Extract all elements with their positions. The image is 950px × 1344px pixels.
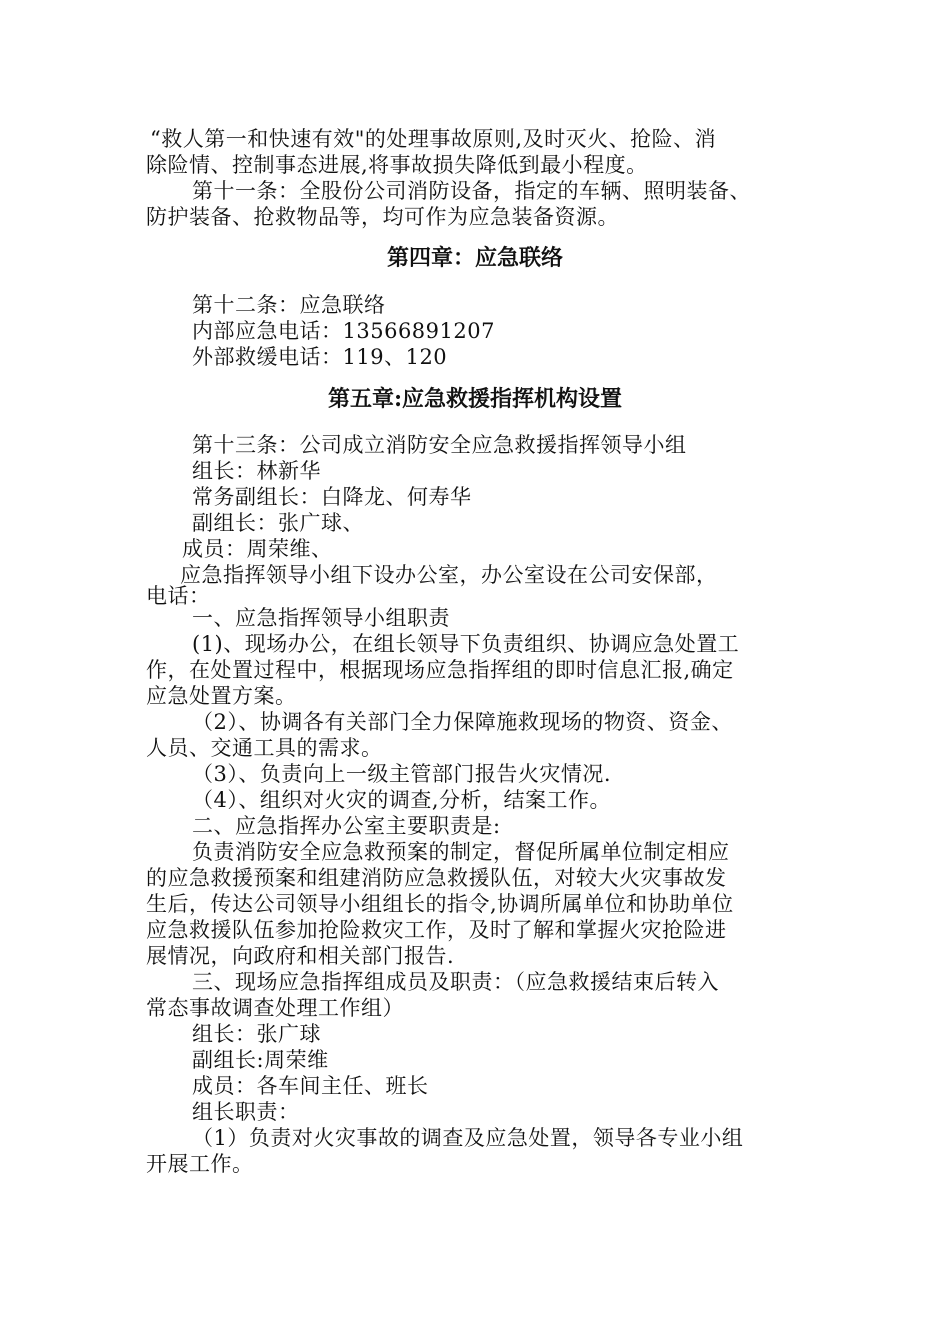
intro-line-1: “救人第一和快速有效"的处理事故原则,及时灭火、抢险、消 <box>150 127 717 151</box>
section-1-item-1-line-1: (1)、现场办公，在组长领导下负责组织、协调应急处置工 <box>192 632 740 656</box>
deputy-leader: 副组长：张广球、 <box>192 511 364 535</box>
section-2-line-1: 负责消防安全应急救预案的制定，督促所属单位制定相应 <box>192 840 730 864</box>
article-12-title: 第十二条：应急联络 <box>192 293 386 317</box>
section-1-item-2-line-1: （2）、协调各有关部门全力保障施救现场的物资、资金、 <box>192 710 733 734</box>
section-3-leader: 组长：张广球 <box>192 1022 321 1046</box>
article-11-line-2: 防护装备、抢救物品等，均可作为应急装备资源。 <box>146 205 619 229</box>
section-2-line-2: 的应急救援预案和组建消防应急救援队伍，对较大火灾事故发 <box>146 866 727 890</box>
chapter-5-heading: 第五章:应急救援指挥机构设置 <box>327 386 623 412</box>
section-1-item-1-line-2: 作，在处置过程中，根据现场应急指挥组的即时信息汇报,确定 <box>146 658 734 682</box>
section-1-item-2-line-2: 人员、交通工具的需求。 <box>146 736 383 760</box>
section-1-title: 一、应急指挥领导小组职责 <box>192 606 450 630</box>
intro-line-2: 除险情、控制事态进展,将事故损失降低到最小程度。 <box>146 153 648 177</box>
group-leader: 组长：林新华 <box>192 459 321 483</box>
section-1-item-4: （4）、组织对火灾的调查,分析，结案工作。 <box>192 788 612 812</box>
leader-duty-1-line-1: （1）负责对火灾事故的调查及应急处置，领导各专业小组 <box>192 1126 744 1150</box>
section-2-line-3: 生后，传达公司领导小组组长的指令,协调所属单位和协助单位 <box>146 892 734 916</box>
section-2-title: 二、应急指挥办公室主要职责是: <box>192 814 501 838</box>
section-3-deputy: 副组长:周荣维 <box>192 1048 329 1072</box>
section-3-title-line-2: 常态事故调查处理工作组） <box>146 996 404 1020</box>
executive-deputy-leader: 常务副组长：白降龙、何寿华 <box>192 485 472 509</box>
section-2-line-5: 展情况，向政府和相关部门报告. <box>146 944 455 968</box>
internal-emergency-phone: 内部应急电话：13566891207 <box>192 319 495 343</box>
office-line-1: 应急指挥领导小组下设办公室，办公室设在公司安保部， <box>180 563 718 587</box>
section-1-item-1-line-3: 应急处置方案。 <box>146 684 297 708</box>
external-rescue-phone: 外部救缓电话：119、120 <box>192 345 448 369</box>
leader-duties-title: 组长职责： <box>192 1100 300 1124</box>
chapter-4-heading: 第四章：应急联络 <box>386 245 563 271</box>
group-members: 成员：周荣维、 <box>182 537 333 561</box>
office-line-2: 电话： <box>146 584 211 608</box>
article-11-line-1: 第十一条：全股份公司消防设备，指定的车辆、照明装备、 <box>192 179 751 203</box>
section-1-item-3: （3）、负责向上一级主管部门报告火灾情况. <box>192 762 612 786</box>
section-3-members: 成员：各车间主任、班长 <box>192 1074 429 1098</box>
article-13-title: 第十三条：公司成立消防安全应急救援指挥领导小组 <box>192 433 687 457</box>
section-3-title-line-1: 三、现场应急指挥组成员及职责：（应急救援结束后转入 <box>192 970 719 994</box>
leader-duty-1-line-2: 开展工作。 <box>146 1152 254 1176</box>
section-2-line-4: 应急救援队伍参加抢险救灾工作，及时了解和掌握火灾抢险进 <box>146 918 727 942</box>
